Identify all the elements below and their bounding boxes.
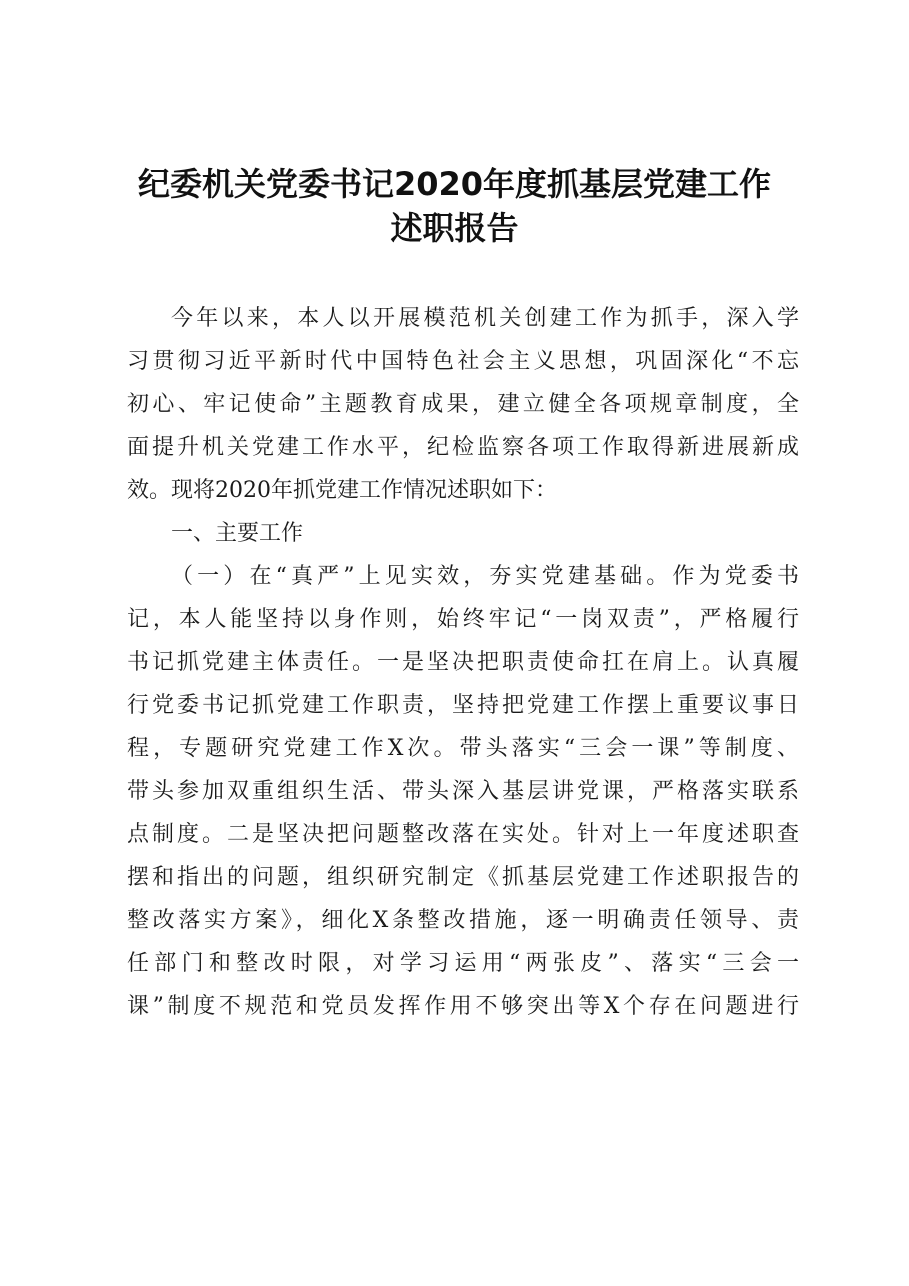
paragraph-2-line: 摆和指出的问题，组织研究制定《抓基层党建工作述职报告的 bbox=[127, 865, 799, 890]
paragraph-1-line: 今年以来，本人以开展模范机关创建工作为抓手，深入学 bbox=[171, 306, 799, 331]
paragraph-2-line: 点制度。二是坚决把问题整改落在实处。针对上一年度述职查 bbox=[127, 822, 799, 847]
paragraph-2-line: （一）在“真严”上见实效，夯实党建基础。作为党委书 bbox=[171, 564, 799, 589]
section-heading: 一、主要工作 bbox=[171, 521, 304, 546]
paragraph-1-line: 初心、牢记使命”主题教育成果，建立健全各项规章制度，全 bbox=[127, 392, 799, 417]
paragraph-2-line: 书记抓党建主体责任。一是坚决把职责使命扛在肩上。认真履 bbox=[127, 650, 799, 675]
paragraph-1-line: 面提升机关党建工作水平，纪检监察各项工作取得新进展新成 bbox=[127, 435, 799, 460]
paragraph-2-line: 整改落实方案》，细化X条整改措施，逐一明确责任领导、责 bbox=[127, 908, 799, 933]
paragraph-1-line: 效。现将2020年抓党建工作情况述职如下： bbox=[127, 478, 557, 503]
paragraph-2-line: 任部门和整改时限，对学习运用“两张皮”、落实“三会一 bbox=[127, 951, 799, 976]
document-title-line-2: 述职报告 bbox=[390, 209, 519, 247]
document-body bbox=[127, 297, 799, 1028]
paragraph-2-line: 程，专题研究党建工作X次。带头落实“三会一课”等制度、 bbox=[127, 736, 799, 761]
paragraph-2-line: 带头参加双重组织生活、带头深入基层讲党课，严格落实联系 bbox=[127, 779, 799, 804]
paragraph-1-line: 习贯彻习近平新时代中国特色社会主义思想，巩固深化“不忘 bbox=[127, 349, 799, 374]
paragraph-2-line: 课”制度不规范和党员发挥作用不够突出等X个存在问题进行 bbox=[127, 994, 799, 1019]
document-title-line-1: 纪委机关党委书记2020年度抓基层党建工作 bbox=[137, 165, 772, 203]
paragraph-2-line: 记，本人能坚持以身作则，始终牢记“一岗双责”，严格履行 bbox=[127, 607, 799, 632]
paragraph-2-line: 行党委书记抓党建工作职责，坚持把党建工作摆上重要议事日 bbox=[127, 693, 799, 718]
